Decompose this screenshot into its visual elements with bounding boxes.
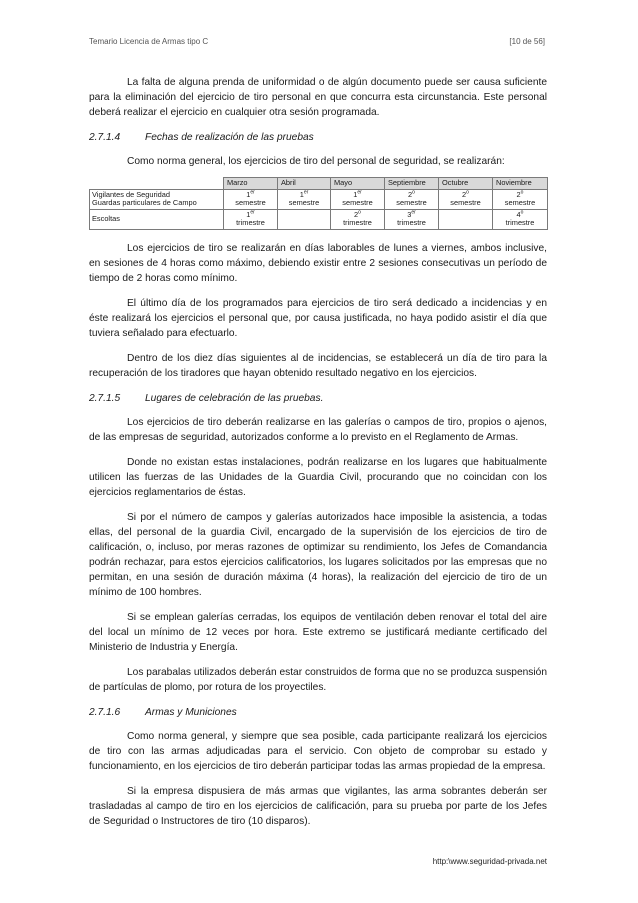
row-label-line: Guardas particulares de Campo [92, 198, 197, 207]
paragraph: Dentro de los diez días siguientes al de incidencias, se establecerá un día de tiro para la recuperación de los tiradores que hayan obtenido resultado negativo en los ejercicios. [89, 352, 547, 379]
cell-ordinal: 1 [246, 189, 251, 199]
cell-ordinal-suffix: er [303, 189, 309, 196]
table-cell [278, 209, 331, 229]
column-header: Septiembre [385, 178, 439, 190]
paragraph: Si la empresa dispusiera de más armas que vigilantes, las arma sobrantes deberán ser trasladadas al campo de tiro en los ejercicios de calificación, para su prueba por parte de los Jefes de Seguridad o Instructores de tiro (10 disparos). [89, 785, 547, 827]
table-cell [278, 189, 331, 209]
section-number: 2.7.1.4 [89, 132, 121, 143]
cell-unit: trimestre [343, 218, 372, 227]
paragraph: La falta de alguna prenda de uniformidad o de algún documento puede ser causa suficiente para la eliminación del ejercicio de tiro personal en que concurra esta circunstancia. Este personal deberá realizar el ejercicio en cualquier otra sesión programada. [89, 77, 547, 118]
section-heading [89, 705, 547, 720]
table-corner [90, 178, 224, 190]
section-title: Lugares de celebración de las pruebas. [145, 392, 324, 404]
cell-unit: semestre [450, 198, 481, 207]
paragraph: Los ejercicios de tiro deberán realizarse en las galerías o campos de tiro, propios o ajenos, de las empresas de seguridad, autorizados conforme a lo previsto en el Reglamento de Armas. [89, 416, 547, 443]
row-label-line: Vigilantes de Seguridad [92, 189, 170, 199]
section-heading [89, 391, 547, 406]
column-header: Noviembre [493, 178, 548, 190]
table-cell [493, 209, 548, 229]
row-label [90, 209, 224, 229]
cell-unit: trimestre [505, 218, 535, 227]
paragraph: El último día de los programados para ejercicios de tiro será dedicado a incidencias y en éste realizará los ejercicios el personal que, por causa justificada, no haya podido asistir el día que tuviera señalado para efectuarlo. [89, 297, 547, 339]
cell-ordinal-suffix: o [520, 209, 524, 216]
cell-ordinal: 2 [354, 209, 359, 219]
table-row [90, 209, 548, 229]
table-row [90, 189, 548, 209]
table-cell [331, 189, 385, 209]
cell-unit: semestre [342, 198, 373, 207]
cell-unit: semestre [504, 198, 536, 207]
cell-ordinal-suffix: er [357, 189, 362, 196]
table-cell [439, 209, 493, 229]
cell-ordinal: 2 [408, 189, 413, 199]
cell-ordinal: 1 [246, 209, 251, 219]
table-cell [385, 189, 439, 209]
page-counter: [10 de 56] [509, 37, 545, 46]
row-label-line: Escoltas [92, 213, 120, 223]
footer-url: http:\www.seguridad-privada.net [432, 857, 547, 866]
cell-ordinal-suffix: o [358, 209, 361, 216]
cell-ordinal: 4 [516, 209, 521, 219]
cell-unit: trimestre [397, 218, 426, 227]
cell-ordinal-suffix: er [411, 209, 416, 216]
column-header: Marzo [224, 178, 278, 190]
cell-unit: semestre [396, 198, 427, 207]
column-header: Mayo [331, 178, 385, 190]
section-title: Fechas de realización de las pruebas [145, 132, 314, 143]
paragraph: Si se emplean galerías cerradas, los equipos de ventilación deben renovar el total del aire del local un mínimo de 12 veces por hora. Este extremo se justificará mediante certificado del Ministerio de Industria y Energía. [89, 611, 547, 653]
table-cell [439, 189, 493, 209]
row-label [90, 189, 224, 209]
table-cell [493, 189, 548, 209]
paragraph: Como norma general, los ejercicios de tiro del personal de seguridad, se realizarán: [127, 156, 505, 167]
cell-ordinal: 1 [299, 189, 304, 199]
column-header: Abril [278, 178, 331, 190]
paragraph: Los parabalas utilizados deberán estar construidos de forma que no se produzca suspensión de partículas de plomo, por rotura de los proyectiles. [89, 666, 547, 693]
table-cell [331, 209, 385, 229]
cell-ordinal-suffix: o [412, 189, 415, 196]
table-header-row [90, 178, 548, 190]
document-body [89, 75, 547, 839]
section-heading [89, 130, 547, 145]
cell-ordinal-suffix: o [466, 189, 469, 196]
cell-ordinal-suffix: o [520, 189, 524, 196]
section-number: 2.7.1.5 [89, 392, 121, 404]
column-header: Octubre [439, 178, 493, 190]
section-number: 2.7.1.6 [89, 706, 121, 718]
cell-unit: trimestre [236, 218, 265, 227]
table-cell [385, 209, 439, 229]
cell-ordinal: 3 [407, 209, 412, 219]
paragraph: Donde no existan estas instalaciones, podrán realizarse en los lugares que habitualmente utilicen las fuerzas de las Unidades de la Guardia Civil, procurando que no coincidan con los ejercicios reglamentarios de éstas. [89, 456, 547, 498]
table-cell [224, 189, 278, 209]
paragraph: Como norma general, y siempre que sea posible, cada participante realizará los ejercicios de tiro con las armas adjudicadas para el servicio. Con objeto de comprobar su estado y funcionamiento, en los ejercicios de tiro deberán participar todas las armas propiedad de la empresa. [89, 730, 547, 772]
cell-ordinal: 2 [516, 189, 521, 199]
page-header [89, 37, 545, 49]
schedule-table [89, 177, 548, 230]
paragraph: Los ejercicios de tiro se realizarán en días laborables de lunes a viernes, ambos inclusive, en sesiones de 4 horas como máximo, debiendo existir entre 2 sesiones consecutivas un período de tiempo de 2 horas como mínimo. [89, 242, 547, 284]
cell-ordinal: 2 [462, 189, 467, 199]
section-title: Armas y Municiones [145, 706, 237, 718]
paragraph: Si por el número de campos y galerías autorizados hace imposible la asistencia, a todas ellas, del personal de la guardia Civil, encargado de la supervisión de los ejercicios de tiro de calificación, o, incluso, por meras razones de optimizar su rendimiento, los Jefes de Comandancia podrán rechazar, para estos ejercicios calificatorios, los lugares solicitados por las empresas que no permitan, en una sesión de duración máxima (4 horas), la realización del ejercicio de tiro de un mínimo de 100 hombres. [89, 511, 547, 598]
cell-unit: semestre [288, 198, 320, 207]
table-cell [224, 209, 278, 229]
cell-unit: semestre [235, 198, 266, 207]
cell-ordinal: 1 [353, 189, 358, 199]
document-title: Temario Licencia de Armas tipo C [89, 37, 209, 46]
cell-ordinal-suffix: er [250, 189, 255, 196]
cell-ordinal-suffix: er [250, 209, 255, 216]
